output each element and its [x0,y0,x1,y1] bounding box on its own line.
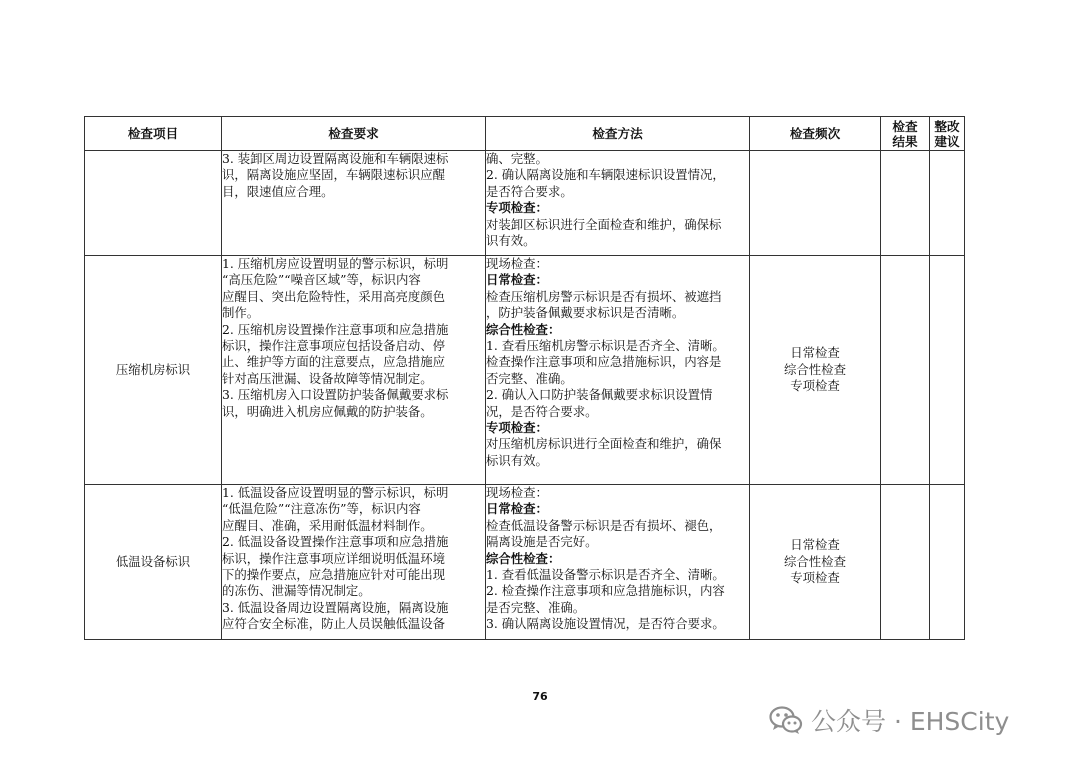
table-row [85,485,965,640]
table-header-row [85,117,965,151]
header-suggestion: 整改 建议 [930,117,965,151]
cell-requirement [222,151,486,256]
cell-method [486,151,750,256]
cell-method-line: 对装卸区标识进行全面检查和维护，确保标 [486,216,722,232]
table-row [85,256,965,485]
cell-requirement-line: 目，限速值应合理。 [222,183,334,199]
cell-method-line: 综合性检查： [486,550,561,566]
cell-method-line: 检查低温设备警示标识是否有损坏、褪色， [486,517,722,533]
frequency-line: 日常检查 [790,345,840,361]
cell-requirement-line: 应醒目、突出危险特性，采用高亮度颜色 [222,288,446,304]
cell-requirement-line: 识，隔离设施应坚固，车辆限速标识应醒 [222,167,446,183]
cell-method-line: 日常检查： [486,272,548,288]
header-requirement: 检查要求 [222,117,486,151]
cell-method-line: 隔离设施是否完好。 [486,534,598,550]
cell-requirement-line: 3. 装卸区周边设置隔离设施和车辆限速标 [222,151,449,166]
cell-method-line: 确、完整。 [486,151,548,166]
cell-requirement-line: 下的操作要点，应急措施应针对可能出现 [222,567,446,583]
page-number: 76 [532,690,548,703]
cell-requirement-line: 应符合安全标准，防止人员误触低温设备 [222,616,446,632]
cell-method-line: 3. 确认隔离设施设置情况，是否符合要求。 [486,616,725,632]
cell-method-line: 综合性检查： [486,321,561,337]
cell-requirement-line: 1. 压缩机房应设置明显的警示标识，标明 [222,256,449,271]
cell-requirement-line: 止、维护等方面的注意要点，应急措施应 [222,354,446,370]
cell-method-line: 否完整、准确。 [486,370,573,386]
cell-frequency [750,485,881,640]
header-method: 检查方法 [486,117,750,151]
frequency-line: 日常检查 [790,537,840,553]
cell-method-line: 是否符合要求。 [486,183,573,199]
frequency-line: 专项检查 [790,378,840,394]
cell-requirement-line: 2. 压缩机房设置操作注意事项和应急措施 [222,321,449,337]
cell-method-line: 现场检查： [486,485,548,500]
cell-requirement-line: 针对高压泄漏、设备故障等情况制定。 [222,370,433,386]
cell-method-line: 检查操作注意事项和应急措施标识，内容是 [486,354,722,370]
header-item: 检查项目 [85,117,222,151]
cell-suggestion [930,485,965,640]
header-result: 检查 结果 [881,117,930,151]
cell-method-line: 2. 确认入口防护装备佩戴要求标识设置情 [486,387,713,403]
frequency-line: 专项检查 [790,570,840,586]
cell-method-line: 2. 确认隔离设施和车辆限速标识设置情况， [486,167,725,183]
frequency-line: 综合性检查 [784,361,846,377]
cell-requirement-line: 识，明确进入机房应佩戴的防护装备。 [222,403,433,419]
cell-method-line: 专项检查： [486,420,548,436]
cell-requirement [222,256,486,485]
cell-method-line: 日常检查： [486,501,548,517]
cell-item: 低温设备标识 [85,485,222,640]
cell-method [486,485,750,640]
cell-frequency [750,256,881,485]
cell-requirement-line: 3. 低温设备周边设置隔离设施，隔离设施 [222,599,449,615]
watermark-text: 公众号 · EHSCity [811,707,1010,736]
cell-method-line: 现场检查： [486,256,548,271]
cell-method [486,256,750,485]
cell-method-line: 1. 查看低温设备警示标识是否齐全、清晰。 [486,567,725,583]
cell-suggestion [930,151,965,256]
cell-method-line: 1. 查看压缩机房警示标识是否齐全、清晰。 [486,338,725,354]
cell-result [881,485,930,640]
header-frequency: 检查频次 [750,117,881,151]
cell-result [881,256,930,485]
cell-method-line: 是否完整、准确。 [486,599,586,615]
cell-method-line: 况，是否符合要求。 [486,403,598,419]
cell-method-line: ，防护装备佩戴要求标识是否清晰。 [486,305,685,321]
frequency-line: 综合性检查 [784,553,846,569]
cell-method-line: 检查压缩机房警示标识是否有损坏、被遮挡 [486,288,722,304]
cell-frequency [750,151,881,256]
watermark [769,700,1009,740]
cell-method-line: 专项检查： [486,200,548,216]
cell-requirement [222,485,486,640]
inspection-table [84,116,965,640]
wechat-icon [769,705,803,735]
cell-item [85,151,222,256]
cell-method-line: 识有效。 [486,233,536,249]
cell-requirement-line: 应醒目、准确，采用耐低温材料制作。 [222,517,433,533]
cell-suggestion [930,256,965,485]
cell-method-line: 标识有效。 [486,452,548,468]
cell-requirement-line: 标识，操作注意事项应详细说明低温环境 [222,550,446,566]
cell-requirement-line: “高压危险”“噪音区域”等，标识内容 [222,272,421,288]
cell-method-line: 2. 检查操作注意事项和应急措施标识，内容 [486,583,725,599]
cell-item: 压缩机房标识 [85,256,222,485]
cell-requirement-line: “低温危险”“注意冻伤”等，标识内容 [222,501,421,517]
cell-requirement-line: 标识，操作注意事项应包括设备启动、停 [222,338,446,354]
table-row [85,151,965,256]
cell-result [881,151,930,256]
cell-requirement-line: 1. 低温设备应设置明显的警示标识，标明 [222,485,449,500]
cell-requirement-line: 制作。 [222,305,260,321]
cell-method-line: 对压缩机房标识进行全面检查和维护，确保 [486,436,722,452]
cell-requirement-line: 2. 低温设备设置操作注意事项和应急措施 [222,534,449,550]
cell-requirement-line: 的冻伤、泄漏等情况制定。 [222,583,371,599]
cell-requirement-line: 3. 压缩机房入口设置防护装备佩戴要求标 [222,387,449,403]
